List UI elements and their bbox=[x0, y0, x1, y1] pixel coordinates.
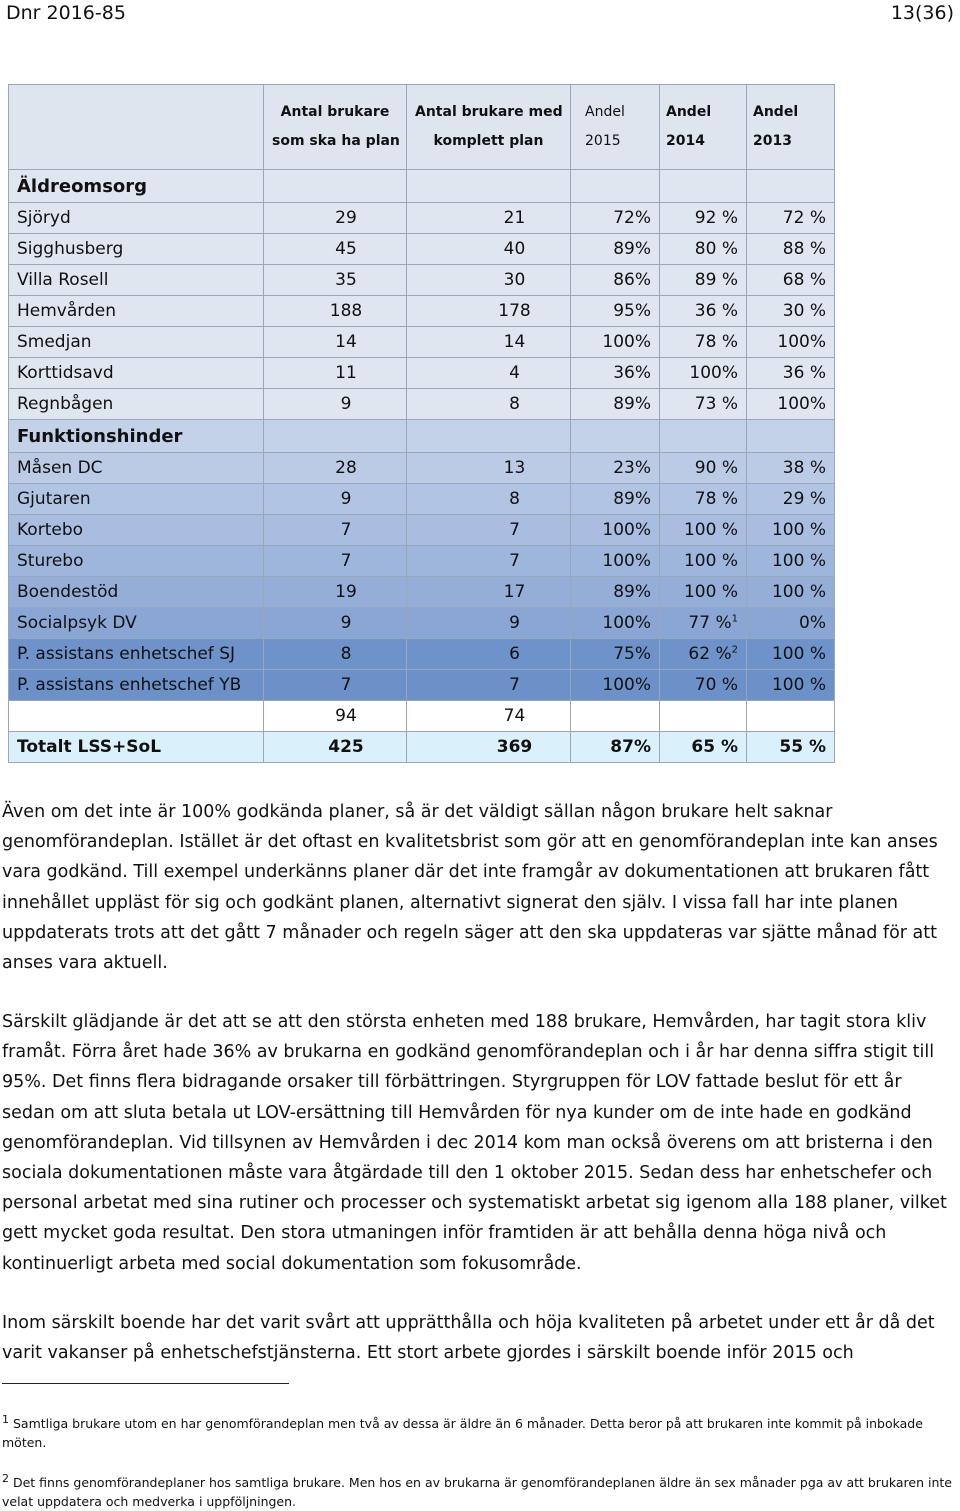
row-label: Funktionshinder bbox=[9, 420, 264, 453]
row-label: Sturebo bbox=[9, 546, 264, 577]
cell-share-2014: 80 % bbox=[660, 234, 747, 265]
cell-share-2015: 87% bbox=[571, 732, 660, 763]
row-label: Kortebo bbox=[9, 515, 264, 546]
table-row bbox=[9, 639, 835, 670]
cell-users-planned bbox=[264, 170, 407, 203]
cell-users-complete: 30 bbox=[407, 265, 571, 296]
cell-share-2014: 90 % bbox=[660, 453, 747, 484]
cell-users-complete: 8 bbox=[407, 389, 571, 420]
cell-share-2013: 88 % bbox=[747, 234, 835, 265]
footnote-divider bbox=[2, 1383, 289, 1384]
cell-users-complete: 8 bbox=[407, 484, 571, 515]
row-label: Gjutaren bbox=[9, 484, 264, 515]
cell-users-planned: 9 bbox=[264, 608, 407, 639]
cell-users-complete bbox=[407, 420, 571, 453]
table-row bbox=[9, 327, 835, 358]
table-row bbox=[9, 515, 835, 546]
cell-users-planned: 188 bbox=[264, 296, 407, 327]
cell-share-2013 bbox=[747, 170, 835, 203]
cell-share-2013: 38 % bbox=[747, 453, 835, 484]
row-label: Smedjan bbox=[9, 327, 264, 358]
cell-share-2013: 100 % bbox=[747, 515, 835, 546]
cell-share-2015 bbox=[571, 170, 660, 203]
row-label: Totalt LSS+SoL bbox=[9, 732, 264, 763]
header-share-2014: Andel 2014 bbox=[660, 85, 747, 170]
cell-share-2013: 100 % bbox=[747, 546, 835, 577]
cell-users-planned: 7 bbox=[264, 546, 407, 577]
table-row bbox=[9, 484, 835, 515]
cell-share-2015: 36% bbox=[571, 358, 660, 389]
cell-users-complete: 13 bbox=[407, 453, 571, 484]
cell-share-2015 bbox=[571, 420, 660, 453]
cell-share-2014: 78 % bbox=[660, 484, 747, 515]
cell-share-2014 bbox=[660, 170, 747, 203]
cell-users-planned: 7 bbox=[264, 515, 407, 546]
cell-users-complete: 9 bbox=[407, 608, 571, 639]
cell-users-complete: 4 bbox=[407, 358, 571, 389]
cell-share-2014: 62 %$^2$ bbox=[660, 639, 747, 670]
cell-users-planned: 19 bbox=[264, 577, 407, 608]
cell-share-2015: 100% bbox=[571, 608, 660, 639]
row-label: Äldreomsorg bbox=[9, 170, 264, 203]
cell-users-complete: 40 bbox=[407, 234, 571, 265]
row-label: Socialpsyk DV bbox=[9, 608, 264, 639]
table-row bbox=[9, 608, 835, 639]
table-section-row bbox=[9, 170, 835, 203]
row-label bbox=[9, 701, 264, 732]
table-row bbox=[9, 577, 835, 608]
cell-users-planned: 28 bbox=[264, 453, 407, 484]
cell-users-complete: 369 bbox=[407, 732, 571, 763]
cell-users-complete: 7 bbox=[407, 515, 571, 546]
cell-share-2015: 100% bbox=[571, 327, 660, 358]
header-empty-cell bbox=[9, 85, 264, 170]
cell-share-2015: 86% bbox=[571, 265, 660, 296]
cell-share-2015: 89% bbox=[571, 389, 660, 420]
cell-users-planned: 9 bbox=[264, 389, 407, 420]
cell-users-planned bbox=[264, 420, 407, 453]
header-share-2013: Andel 2013 bbox=[747, 85, 835, 170]
table-row bbox=[9, 389, 835, 420]
plan-statistics-table bbox=[8, 84, 835, 763]
document-number: Dnr 2016-85 bbox=[6, 2, 126, 24]
footnote-1: $^1$ Samtliga brukare utom en har genomförandeplan men två av dessa är äldre än 6 månader. Detta beror på att brukaren inte kommit på inbokade möten. bbox=[2, 1412, 923, 1450]
table-row bbox=[9, 670, 835, 701]
cell-share-2015: 72% bbox=[571, 203, 660, 234]
cell-share-2013: 30 % bbox=[747, 296, 835, 327]
header-users-complete: Antal brukare med komplett plan bbox=[407, 85, 571, 170]
cell-share-2013: 68 % bbox=[747, 265, 835, 296]
row-label: Korttidsavd bbox=[9, 358, 264, 389]
cell-users-complete: 74 bbox=[407, 701, 571, 732]
table-header-row bbox=[9, 85, 835, 170]
table-total-row bbox=[9, 732, 835, 763]
row-label: P. assistans enhetschef YB bbox=[9, 670, 264, 701]
table-row bbox=[9, 546, 835, 577]
table-row bbox=[9, 234, 835, 265]
cell-share-2013: 100 % bbox=[747, 577, 835, 608]
cell-share-2013 bbox=[747, 701, 835, 732]
cell-share-2013: 55 % bbox=[747, 732, 835, 763]
cell-share-2013: 100% bbox=[747, 327, 835, 358]
cell-share-2014: 73 % bbox=[660, 389, 747, 420]
paragraph-2: Särskilt glädjande är det att se att den största enheten med 188 brukare, Hemvården, har tagit stora kliv framåt. Förra året hade 36% av brukarna en godkänd genomförandeplan och i år har denna siffra stigit till 95%. Det finns flera bidragande orsaker till förbättringen. Styrgruppen för LOV fattade beslut för ett år sedan om att sluta betala ut LOV-ersättning till Hemvården för nya kunder om de inte hade en godkänd genomförandeplan. Vid tillsynen av Hemvården i dec 2014 kom man också överens om att bristerna i den sociala dokumentationen måste vara åtgärdade till den 1 oktober 2015. Sedan dess har enhetschefer och personal arbetat med sina rutiner och processer och systematiskt arbetat sig igenom alla 188 planer, vilket gett mycket goda resultat. Den stora utmaningen inför framtiden är att behålla denna höga nivå och kontinuerligt arbeta med social dokumentation som fokusområde. bbox=[2, 1012, 947, 1274]
cell-share-2015: 100% bbox=[571, 515, 660, 546]
cell-users-complete: 21 bbox=[407, 203, 571, 234]
row-label: Sigghusberg bbox=[9, 234, 264, 265]
header-users-planned: Antal brukare som ska ha plan bbox=[264, 85, 407, 170]
cell-share-2014: 100 % bbox=[660, 577, 747, 608]
cell-share-2014 bbox=[660, 420, 747, 453]
cell-share-2014: 100% bbox=[660, 358, 747, 389]
cell-share-2015: 100% bbox=[571, 670, 660, 701]
cell-share-2014: 92 % bbox=[660, 203, 747, 234]
cell-users-planned: 35 bbox=[264, 265, 407, 296]
cell-share-2014: 100 % bbox=[660, 546, 747, 577]
cell-users-planned: 29 bbox=[264, 203, 407, 234]
cell-users-planned: 425 bbox=[264, 732, 407, 763]
cell-share-2013: 100 % bbox=[747, 670, 835, 701]
cell-users-planned: 7 bbox=[264, 670, 407, 701]
cell-share-2015: 89% bbox=[571, 577, 660, 608]
cell-share-2014: 100 % bbox=[660, 515, 747, 546]
table-row bbox=[9, 358, 835, 389]
cell-share-2014: 78 % bbox=[660, 327, 747, 358]
cell-users-planned: 11 bbox=[264, 358, 407, 389]
cell-users-complete: 7 bbox=[407, 670, 571, 701]
cell-share-2014: 89 % bbox=[660, 265, 747, 296]
cell-share-2015: 100% bbox=[571, 546, 660, 577]
cell-share-2015: 89% bbox=[571, 484, 660, 515]
cell-share-2013: 36 % bbox=[747, 358, 835, 389]
cell-share-2013: 100 % bbox=[747, 639, 835, 670]
cell-share-2014 bbox=[660, 701, 747, 732]
cell-users-complete bbox=[407, 170, 571, 203]
table-section-row bbox=[9, 420, 835, 453]
cell-share-2013 bbox=[747, 420, 835, 453]
cell-share-2014: 70 % bbox=[660, 670, 747, 701]
cell-users-planned: 94 bbox=[264, 701, 407, 732]
cell-share-2013: 0% bbox=[747, 608, 835, 639]
cell-users-planned: 9 bbox=[264, 484, 407, 515]
cell-share-2015: 95% bbox=[571, 296, 660, 327]
cell-users-complete: 17 bbox=[407, 577, 571, 608]
cell-share-2013: 100% bbox=[747, 389, 835, 420]
table-row bbox=[9, 453, 835, 484]
row-label: Villa Rosell bbox=[9, 265, 264, 296]
footnote-2: $^2$ Det finns genomförandeplaner hos samtliga brukare. Men hos en av brukarna är genomförandeplanen äldre än sex månader pga av att brukaren inte velat uppdatera och medverka i uppföljningen. bbox=[2, 1471, 952, 1509]
cell-users-complete: 6 bbox=[407, 639, 571, 670]
footnote-marker: 1 bbox=[731, 613, 738, 625]
row-label: P. assistans enhetschef SJ bbox=[9, 639, 264, 670]
cell-share-2014: 36 % bbox=[660, 296, 747, 327]
cell-share-2013: 29 % bbox=[747, 484, 835, 515]
row-label: Regnbågen bbox=[9, 389, 264, 420]
row-label: Sjöryd bbox=[9, 203, 264, 234]
cell-share-2014: 77 %$^1$ bbox=[660, 608, 747, 639]
cell-share-2013: 72 % bbox=[747, 203, 835, 234]
row-label: Boendestöd bbox=[9, 577, 264, 608]
table-row bbox=[9, 701, 835, 732]
table-row bbox=[9, 265, 835, 296]
cell-share-2015: 75% bbox=[571, 639, 660, 670]
cell-users-planned: 45 bbox=[264, 234, 407, 265]
cell-users-planned: 14 bbox=[264, 327, 407, 358]
footnote-marker: 2 bbox=[731, 644, 738, 656]
page-number: 13(36) bbox=[890, 2, 954, 24]
table-row bbox=[9, 296, 835, 327]
paragraph-1: Även om det inte är 100% godkända planer, så är det väldigt sällan någon brukare helt saknar genomförandeplan. Istället är det oftast en kvalitetsbrist som gör att en genomförandeplan inte kan anses vara godkänd. Till exempel underkänns planer där det inte framgår av dokumentationen att brukaren fått innehållet uppläst för sig och godkänt planen, alternativt signerat den själv. I vissa fall har inte planen uppdaterats trots att det gått 7 månader och regeln säger att den ska uppdateras var sjätte månad för att anses vara aktuell. bbox=[2, 802, 938, 974]
table-row bbox=[9, 203, 835, 234]
cell-users-complete: 14 bbox=[407, 327, 571, 358]
cell-share-2015: 89% bbox=[571, 234, 660, 265]
header-share-2015: Andel 2015 bbox=[571, 85, 660, 170]
cell-share-2015 bbox=[571, 701, 660, 732]
paragraph-3: Inom särskilt boende har det varit svårt att upprätthålla och höja kvaliteten på arbetet under ett år då det varit vakanser på enhetschefstjänsterna. Ett stort arbete gjordes i särskilt boende inför 2015 och bbox=[2, 1313, 935, 1364]
cell-users-complete: 7 bbox=[407, 546, 571, 577]
row-label: Hemvården bbox=[9, 296, 264, 327]
row-label: Måsen DC bbox=[9, 453, 264, 484]
cell-share-2014: 65 % bbox=[660, 732, 747, 763]
cell-users-complete: 178 bbox=[407, 296, 571, 327]
cell-share-2015: 23% bbox=[571, 453, 660, 484]
cell-users-planned: 8 bbox=[264, 639, 407, 670]
